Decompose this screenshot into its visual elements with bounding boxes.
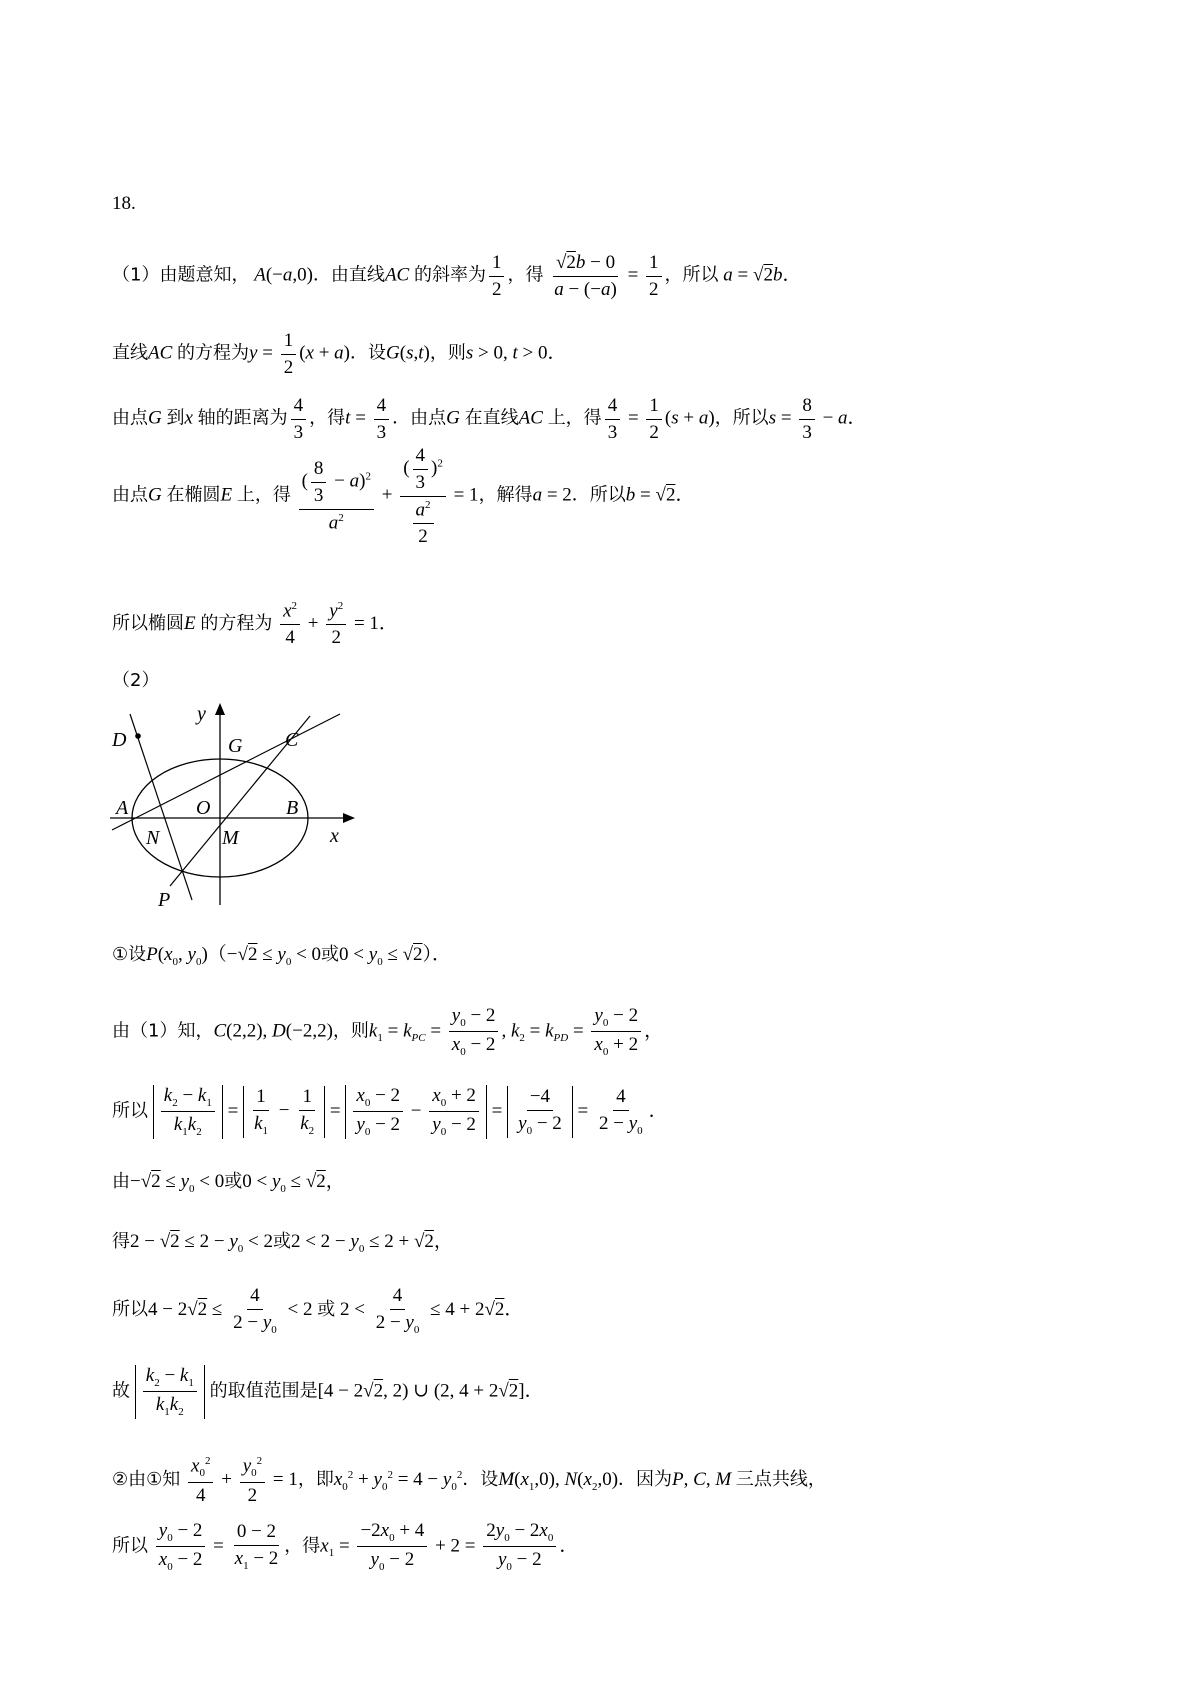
y-axis-arrow [215, 703, 225, 715]
label-d: D [112, 729, 127, 751]
part2-line3: 所以 $\frac{k_2 - k_1}{k_1k_2}$ = $\frac{1}{k_1}$ − $\frac{1}{k_2}$ = $\frac{x_0 - 2}{y_0 - 2}$ − $\frac{x_0 + 2}{y_0 - 2}$ = $\frac{-4}{y_0 - 2}$ = $\frac{4}{2 - y_0}$ ． [112, 1085, 668, 1139]
part1-line3: 由点G 到x 轴的距离为 $\frac{4}{3}$ ，得t = $\frac{4}{3}$ ．由点G 在直线AC 上，得 $\frac{4}{3}$ = $\frac{1}{2}$ (s + a)，所以s = $\frac{8}{3}$ − a． [112, 395, 867, 443]
label-p: P [158, 889, 171, 911]
point-d [135, 733, 141, 739]
line-ac [112, 714, 340, 830]
label-n: N [146, 827, 160, 849]
label-c: C [285, 729, 299, 751]
part2-line4: 由$-√2 \le y_0 < 0$或$0 < y_0 \le √2$， [112, 1171, 345, 1195]
line-pd [130, 714, 192, 900]
part1-line2: 直线AC 的方程为y = $\frac{1}{2}$ (x + a)．设G(s,t)，则s > 0, t > 0． [112, 330, 567, 378]
part2-line2: 由（1）知，C(2,2), D(−2,2)，则$k_1 = k_{PC}$ = $\frac{y_0 - 2}{x_0 - 2}$ , $k_2 = k_{PD}$ = $\frac{y_0 - 2}{x_0 + 2}$ ， [112, 1005, 664, 1059]
part2-line9: 所以 $\frac{y_0 - 2}{x_0 - 2}$ = $\frac{0 - 2}{x_1 - 2}$ ，得$x_1$ = $\frac{-2x_0 + 4}{y_0 - 2}$ + 2 = $\frac{2y_0 - 2x_0}{y_0 - 2}$ ． [112, 1520, 579, 1574]
problem-number: 18. [112, 193, 136, 214]
part1-line5: 所以椭圆E 的方程为 $\frac{x^2}{4}$ + $\frac{y^2}{2}$ = 1． [112, 600, 398, 649]
part2-line8: ②由①知 $\frac{x_0^2}{4}$ + $\frac{y_0^2}{2}$ = 1，即$x_0^2 + y_0^2 = 4 - y_0^2$．设$M(x_1,0)$, $N(x_2,0)$．因为P, C, M 三点共线， [112, 1455, 826, 1506]
part2-line6: 所以4 − 2√2 ≤ $\frac{4}{2 - y_0}$ < 2 或 2 < $\frac{4}{2 - y_0}$ ≤ 4 + 2√2． [112, 1285, 524, 1336]
part1-label: （1） [112, 264, 160, 286]
label-m: M [222, 827, 239, 849]
x-axis-arrow [343, 813, 355, 823]
part1-line4: 由点G 在椭圆E 上，得 ( $\frac{8}{3}$ − a)$^2$ $a^2$ + ( $\frac{4}{3}$ )$^2$ $\frac{a^2}{2}$ = 1，解得a = 2．所以b = √2． [112, 445, 695, 547]
label-x: x [330, 825, 339, 847]
label-g: G [228, 735, 243, 757]
label-a: A [116, 797, 129, 819]
part2-line7: 故 $\frac{k_2 - k_1}{k_1k_2}$ 的取值范围是[4 − 2√2, 2) ∪ (2, 4 + 2√2]． [112, 1365, 544, 1419]
ellipse-figure [100, 700, 360, 920]
label-b: B [286, 797, 299, 819]
part1-line1: （1）由题意知， A(−a,0)．由直线AC 的斜率为 $\frac{1}{2}$ ，得 $\frac{√2b - 0}{a - (-a)}$ = $\frac{1}{2}$ ，所以 a = √2b． [112, 252, 802, 300]
label-y: y [197, 703, 206, 725]
label-o: O [196, 797, 211, 819]
part2-label: （2） [112, 670, 160, 691]
part2-line1: ①设$P(x_0$, $y_0)(-√2 \le y_0 < 0$或$0 < y_0 \le √2$）． [112, 944, 452, 968]
part2-line5: 得$2 - √2 \le 2 - y_0 < 2$或$2 < 2 - y_0 \le 2 + √2$， [112, 1231, 453, 1255]
